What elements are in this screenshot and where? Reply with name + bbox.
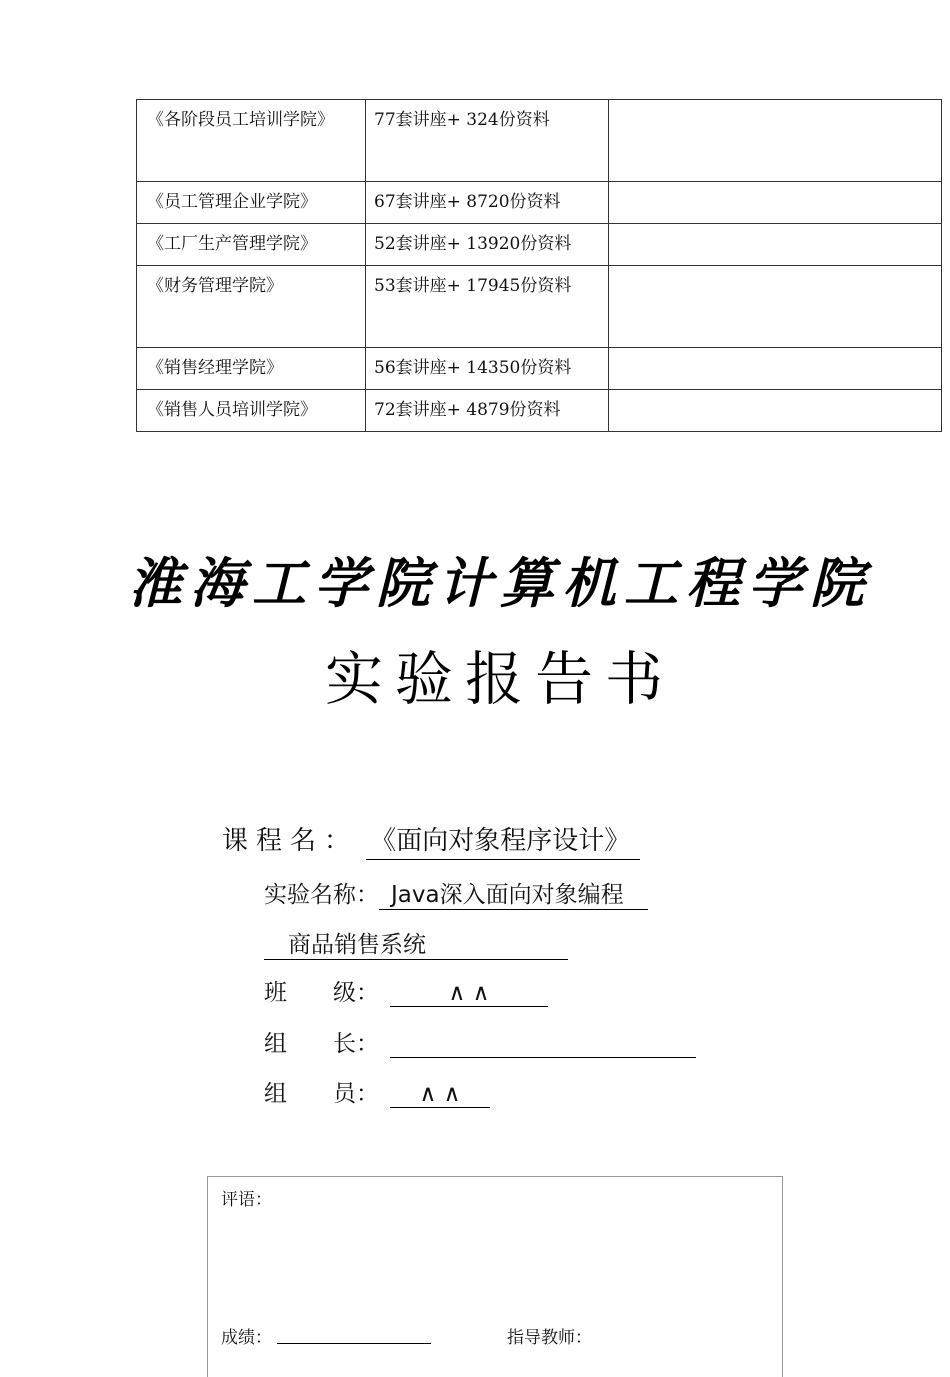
class-row [264, 974, 548, 1007]
experiment-label: 实验名称： [264, 882, 379, 908]
table-row [137, 390, 942, 432]
experiment-value: Java深入面向对象编程 [379, 876, 648, 910]
catalogue-name: 《各阶段员工培训学院》 [137, 100, 366, 182]
class-value: ∧ ∧ [390, 980, 548, 1007]
experiment-name-row [264, 876, 648, 910]
table-row [137, 266, 942, 348]
leader-value [390, 1030, 696, 1058]
course-name-row [222, 820, 640, 860]
catalogue-content: 56套讲座+ 14350份资料 [366, 348, 609, 390]
table-row [137, 224, 942, 266]
leader-row [264, 1025, 696, 1058]
comment-label: 评语： [221, 1190, 272, 1210]
catalogue-extra [609, 182, 942, 224]
comment-box [207, 1176, 783, 1377]
catalogue-name: 《销售经理学院》 [137, 348, 366, 390]
catalogue-name: 《财务管理学院》 [137, 266, 366, 348]
catalogue-name: 《工厂生产管理学院》 [137, 224, 366, 266]
catalogue-name: 《员工管理企业学院》 [137, 182, 366, 224]
catalogue-name: 《销售人员培训学院》 [137, 390, 366, 432]
catalogue-extra [609, 100, 942, 182]
catalogue-content: 52套讲座+ 13920份资料 [366, 224, 609, 266]
course-value: 《面向对象程序设计》 [366, 820, 640, 860]
member-value: ∧ ∧ [390, 1081, 490, 1108]
catalogue-extra [609, 348, 942, 390]
catalogue-content: 72套讲座+ 4879份资料 [366, 390, 609, 432]
table-row [137, 100, 942, 182]
teacher-label: 指导教师： [507, 1328, 592, 1348]
class-label: 班 级： [264, 980, 379, 1006]
catalogue-content: 53套讲座+ 17945份资料 [366, 266, 609, 348]
school-title: 淮海工学院计算机工程学院 [128, 551, 872, 615]
catalogue-extra [609, 390, 942, 432]
catalogue-content: 77套讲座+ 324份资料 [366, 100, 609, 182]
catalogue-extra [609, 224, 942, 266]
catalogue-extra [609, 266, 942, 348]
member-label: 组 员： [264, 1081, 379, 1107]
grade-label: 成绩： [221, 1328, 272, 1348]
catalogue-content: 67套讲座+ 8720份资料 [366, 182, 609, 224]
catalogue-table [136, 99, 942, 432]
course-label: 课程名： [222, 826, 359, 856]
experiment-value-line2: 商品销售系统 [264, 926, 568, 960]
experiment-name-continued [264, 926, 568, 960]
leader-label: 组 长： [264, 1031, 379, 1057]
report-title: 实验报告书 [324, 645, 675, 713]
table-row [137, 348, 942, 390]
member-row [264, 1075, 490, 1108]
table-row [137, 182, 942, 224]
